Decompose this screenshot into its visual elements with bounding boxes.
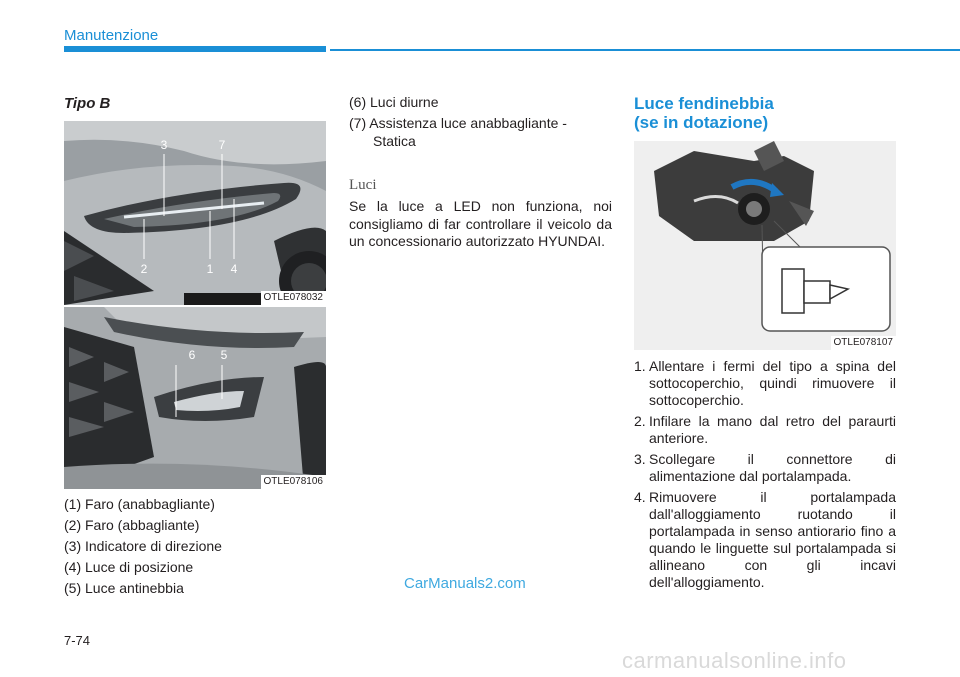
section-title: Manutenzione: [64, 27, 159, 44]
list-item: 4. Rimuovere il portalampada dall'alloggiamento ruotando il portalampada in senso antiorario fino a quando le linguette sul portalampada si allineano con gli incavi dell'alloggiamento.: [634, 489, 896, 590]
luci-subheading: Luci: [349, 177, 377, 193]
list-item-continuation: Statica: [373, 133, 416, 149]
callout-7: 7: [218, 138, 226, 152]
photo2-code: OTLE078106: [261, 475, 327, 489]
foglamp-front-illustration: [64, 307, 326, 489]
list-item: 3. Scollegare il connettore di alimentazione dal portalampada.: [634, 451, 896, 484]
photo3-code: OTLE078107: [831, 336, 897, 350]
list-item: (6) Luci diurne: [349, 94, 439, 110]
fog-steps-list: [634, 358, 896, 595]
foglamp-front-photo: [64, 307, 326, 489]
lamp-list-left: [64, 494, 222, 599]
headlamp-illustration: [64, 121, 326, 305]
header-rule-thin: [330, 49, 960, 51]
callout-3: 3: [160, 138, 168, 152]
callout-1: 1: [206, 262, 214, 276]
list-item: (2) Faro (abbagliante): [64, 517, 200, 533]
foglamp-bulb-illustration: [634, 141, 896, 350]
tipo-b-heading: Tipo B: [64, 95, 111, 112]
list-item: (3) Indicatore di direzione: [64, 538, 222, 554]
footer-site-mark: carmanualsonline.info: [622, 648, 847, 673]
list-item: 2. Infilare la mano dal retro del paraurti anteriore.: [634, 413, 896, 446]
fog-heading-line2: (se in dotazione): [634, 113, 769, 132]
list-item: (7) Assistenza luce anabbagliante -: [349, 115, 567, 131]
callout-5: 5: [220, 348, 228, 362]
list-item: 1. Allentare i fermi del tipo a spina del sottocoperchio, quindi rimuovere il sottocoperchio.: [634, 358, 896, 408]
list-item: (1) Faro (anabbagliante): [64, 496, 215, 512]
list-item: (5) Luce antinebbia: [64, 580, 184, 596]
luci-paragraph: Se la luce a LED non funziona, noi consigliamo di far controllare il veicolo da un concessionario autorizzato HYUNDAI.: [349, 198, 612, 249]
headlamp-photo: [64, 121, 326, 305]
callout-6: 6: [188, 348, 196, 362]
callout-2: 2: [140, 262, 148, 276]
header-rule-thick: [64, 46, 326, 52]
photo1-code: OTLE078032: [261, 291, 327, 305]
page-number: 7-74: [64, 633, 91, 648]
callout-4: 4: [230, 262, 238, 276]
fog-heading-line1: Luce fendinebbia: [634, 94, 774, 113]
foglamp-bulb-photo: [634, 141, 896, 350]
lamp-list-middle: [349, 93, 567, 150]
watermark-link[interactable]: CarManuals2.com: [404, 575, 526, 592]
list-item: (4) Luce di posizione: [64, 559, 194, 575]
